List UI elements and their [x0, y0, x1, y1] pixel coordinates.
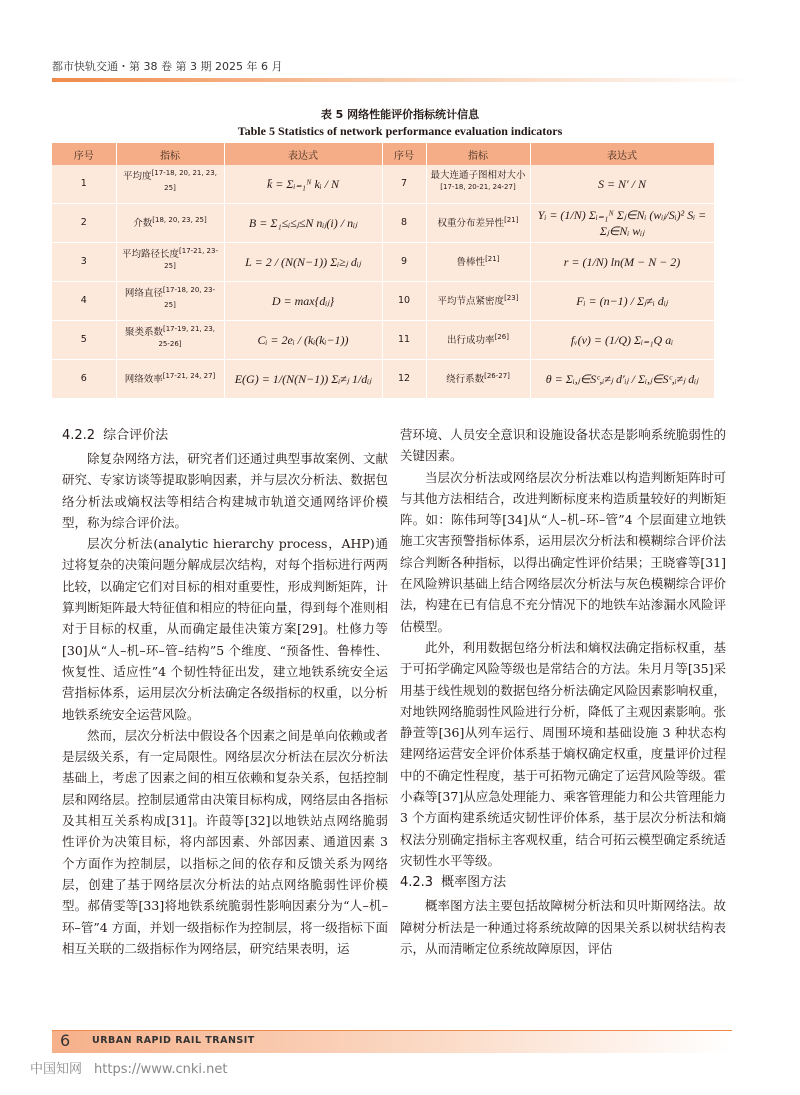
indicator-name: 平均度[17-18, 20, 21, 23, 25] — [116, 165, 224, 204]
citation-ref: [21] — [485, 254, 500, 263]
indicator-name: 绕行系数[26-27] — [426, 360, 530, 399]
expression: k̄ = Σᵢ₌₁ᴺ kᵢ / N — [224, 165, 382, 204]
table-caption-en: Table 5 Statistics of network performance evaluation indicators — [237, 124, 563, 138]
table-row — [52, 321, 714, 360]
indicator-name: 平均节点紧密度[23] — [426, 282, 530, 321]
citation-ref: [17-21, 23-25] — [164, 247, 218, 270]
header-rule — [52, 78, 752, 82]
expression: θ = Σᵢ,ⱼ∈Sᶜ,ᵢ≠ⱼ d′ᵢⱼ / Σᵢ,ⱼ∈Sᶜ,ᵢ≠ⱼ dᵢⱼ — [530, 360, 714, 399]
expression: r = (1/N) ln(M − N − 2) — [530, 243, 714, 282]
cnki-watermark: 中国知网 https://www.cnki.net — [30, 1062, 228, 1077]
paragraph: 营环境、人员安全意识和设施设备状态是影响系统脆弱性的关键因素。 — [400, 427, 726, 464]
row-number: 3 — [52, 243, 116, 282]
citation-ref: [18, 20, 23, 25] — [152, 215, 207, 224]
row-number: 7 — [382, 165, 426, 204]
paragraph: 然而，层次分析法中假设各个因素之间是单向依赖或者是层级关系，有一定局限性。网络层次分析法在层次分析法基础上，考虑了因素之间的相互依赖和复杂关系，包括控制层和网络层。控制层通常由决策目标构成，网络层由各指标及其相互关系构成[31]。许葭等[32]以地铁站点网络脆弱性评价为决策目标，将内部因素、外部因素、通道因素 3 个方面作为控制层，以指标之间的依存和反馈关系为网络层，创建了基于网络层次分析法的站点网络脆弱性评价模型。郝倩雯等[33]将地铁系统脆弱性影响因素分为“人–机–环–管”4 方面，并划一级指标作为控制层，将一级指标下面相互关联的二级指标作为网络层，研究结果表明，运 — [62, 727, 388, 956]
col-header-indicator: 指标 — [116, 143, 224, 165]
expression: S = N′ / N — [530, 165, 714, 204]
col-header-expression: 表达式 — [530, 143, 714, 165]
page-number: 6 — [60, 1031, 71, 1050]
expression: E(G) = 1/(N(N−1)) Σᵢ≠ⱼ 1/dᵢⱼ — [224, 360, 382, 399]
row-number: 10 — [382, 282, 426, 321]
indicator-name: 鲁棒性[21] — [426, 243, 530, 282]
citation-ref: [17-18, 20, 21, 23, 25] — [151, 169, 217, 192]
citation-ref: [23] — [504, 293, 519, 302]
col-header-no: 序号 — [382, 143, 426, 165]
col-header-indicator: 指标 — [426, 143, 530, 165]
row-number: 11 — [382, 321, 426, 360]
row-number: 12 — [382, 360, 426, 399]
expression: Cᵢ = 2eᵢ / (kᵢ(kᵢ−1)) — [224, 321, 382, 360]
citation-ref: [26] — [494, 332, 509, 341]
table-row — [52, 204, 714, 243]
section-heading-4-2-2: 4.2.2 综合评价法 — [62, 428, 169, 443]
indicator-name: 网络直径[17-18, 20, 23-25] — [116, 282, 224, 321]
indicator-name: 聚类系数[17-19, 21, 23, 25-26] — [116, 321, 224, 360]
paragraph: 此外，利用数据包络分析法和熵权法确定指标权重，基于可拓学确定风险等级也是常结合的方法。朱月月等[35]采用基于线性规划的数据包络分析法确定风险因素影响权重，对地铁网络脆弱性风险进行分析，降低了主观因素影响。张静萱等[36]从列车运行、周围环境和基础设施 3 种状态构建网络运营安全评价体系基于熵权确定权重，度量评价过程中的不确定性程度，基于可拓物元确定了运营风险等级。霍小森等[37]从应急处理能力、乘客管理能力和公共管理能力 3 个方面构建系统适灾韧性评价体系，基于层次分析法和熵权法分别确定指标主客观权重，结合可拓云模型确定系统适灾韧性水平等级。 — [400, 639, 726, 868]
expression: D = max{dᵢⱼ} — [224, 282, 382, 321]
indicator-name: 平均路径长度[17-21, 23-25] — [116, 243, 224, 282]
table-caption-cn: 表 5 网络性能评价指标统计信息 — [320, 108, 480, 121]
expression: L = 2 / (N(N−1)) Σᵢ≥ⱼ dᵢⱼ — [224, 243, 382, 282]
table-header-row — [52, 143, 714, 165]
metrics-table — [52, 143, 715, 399]
journal-header: 都市快轨交通・第 38 卷 第 3 期 2025 年 6 月 — [52, 60, 283, 73]
col-header-no: 序号 — [52, 143, 116, 165]
row-number: 8 — [382, 204, 426, 243]
citation-ref: [17-19, 21, 23, 25-26] — [158, 325, 216, 348]
indicator-name: 介数[18, 20, 23, 25] — [116, 204, 224, 243]
table-row — [52, 165, 714, 204]
expression: fᵥ(v) = (1/Q) Σᵢ₌₁Q aᵢ — [530, 321, 714, 360]
row-number: 1 — [52, 165, 116, 204]
citation-ref: [17-21, 24, 27] — [162, 371, 216, 380]
row-number: 2 — [52, 204, 116, 243]
section-heading-4-2-3: 4.2.3 概率图方法 — [400, 875, 507, 891]
col-header-expression: 表达式 — [224, 143, 382, 165]
indicator-name: 最大连通子图相对大小[17-18, 20-21, 24-27] — [426, 165, 530, 204]
paragraph: 除复杂网络方法，研究者们还通过典型事故案例、文献研究、专家访谈等提取影响因素，并与层次分析法、数据包络分析法或熵权法等相结合构建城市轨道交通网络评价模型，称为综合评价法。 — [62, 451, 388, 530]
citation-ref: [17-18, 20, 23-25] — [162, 286, 216, 309]
expression: Fᵢ = (n−1) / Σⱼ≠ᵢ dᵢⱼ — [530, 282, 714, 321]
paragraph: 概率图方法主要包括故障树分析法和贝叶斯网络法。故障树分析法是一种通过将系统故障的因果关系以树状结构表示，从而清晰定位系统故障原因，评估 — [400, 898, 726, 956]
row-number: 5 — [52, 321, 116, 360]
paragraph: 层次分析法(analytic hierarchy process，AHP)通过将复杂的决策问题分解成层次结构，对每个指标进行两两比较，以确定它们对目标的相对重要性，形成判断矩阵，计算判断矩阵最大特征值和相应的特征向量，得到每个准则相对于目标的权重，从而确定最佳决策方案[29]。杜修力等[30]从“人–机–环–管–结构”5 个维度、“预备性、鲁棒性、恢复性、适应性”4 个韧性特征出发，建立地铁系统安全运营指标体系，运用层次分析法确定各级指标的权重，以分析地铁系统安全运营风险。 — [62, 536, 388, 722]
expression: Yᵢ = (1/N) Σᵢ₌₁ᴺ Σⱼ∈Nᵢ (wᵢⱼ/Sᵢ)² Sᵢ = Σⱼ∈Nᵢ wᵢⱼ — [530, 204, 714, 243]
table-row — [52, 282, 714, 321]
indicator-name: 网络效率[17-21, 24, 27] — [116, 360, 224, 399]
indicator-name: 出行成功率[26] — [426, 321, 530, 360]
right-column — [400, 424, 726, 959]
expression: B = Σ₁≤ᵢ≤ⱼ≤N nᵢⱼ(i) / nᵢⱼ — [224, 204, 382, 243]
left-column — [62, 424, 388, 959]
citation-ref: [17-18, 20-21, 24-27] — [440, 182, 516, 191]
row-number: 4 — [52, 282, 116, 321]
row-number: 9 — [382, 243, 426, 282]
table-row — [52, 360, 714, 399]
row-number: 6 — [52, 360, 116, 399]
table-row — [52, 243, 714, 282]
citation-ref: [26-27] — [484, 371, 510, 380]
journal-name-en: URBAN RAPID RAIL TRANSIT — [92, 1035, 255, 1046]
citation-ref: [21] — [504, 215, 519, 224]
paragraph: 当层次分析法或网络层次分析法难以构造判断矩阵时可与其他方法相结合，改进判断标度来构造质量较好的判断矩阵。如：陈伟珂等[34]从“人–机–环–管”4 个层面建立地铁施工灾害预警指标体系，运用层次分析法和模糊综合评价法综合判断各种指标，以得出确定性评价结果；王晓睿等[31]在风险辨识基础上结合网络层次分析法与灰色模糊综合评价法，构建在已有信息不充分情况下的地铁车站渗漏水风险评估模型。 — [400, 469, 726, 634]
indicator-name: 权重分布差异性[21] — [426, 204, 530, 243]
